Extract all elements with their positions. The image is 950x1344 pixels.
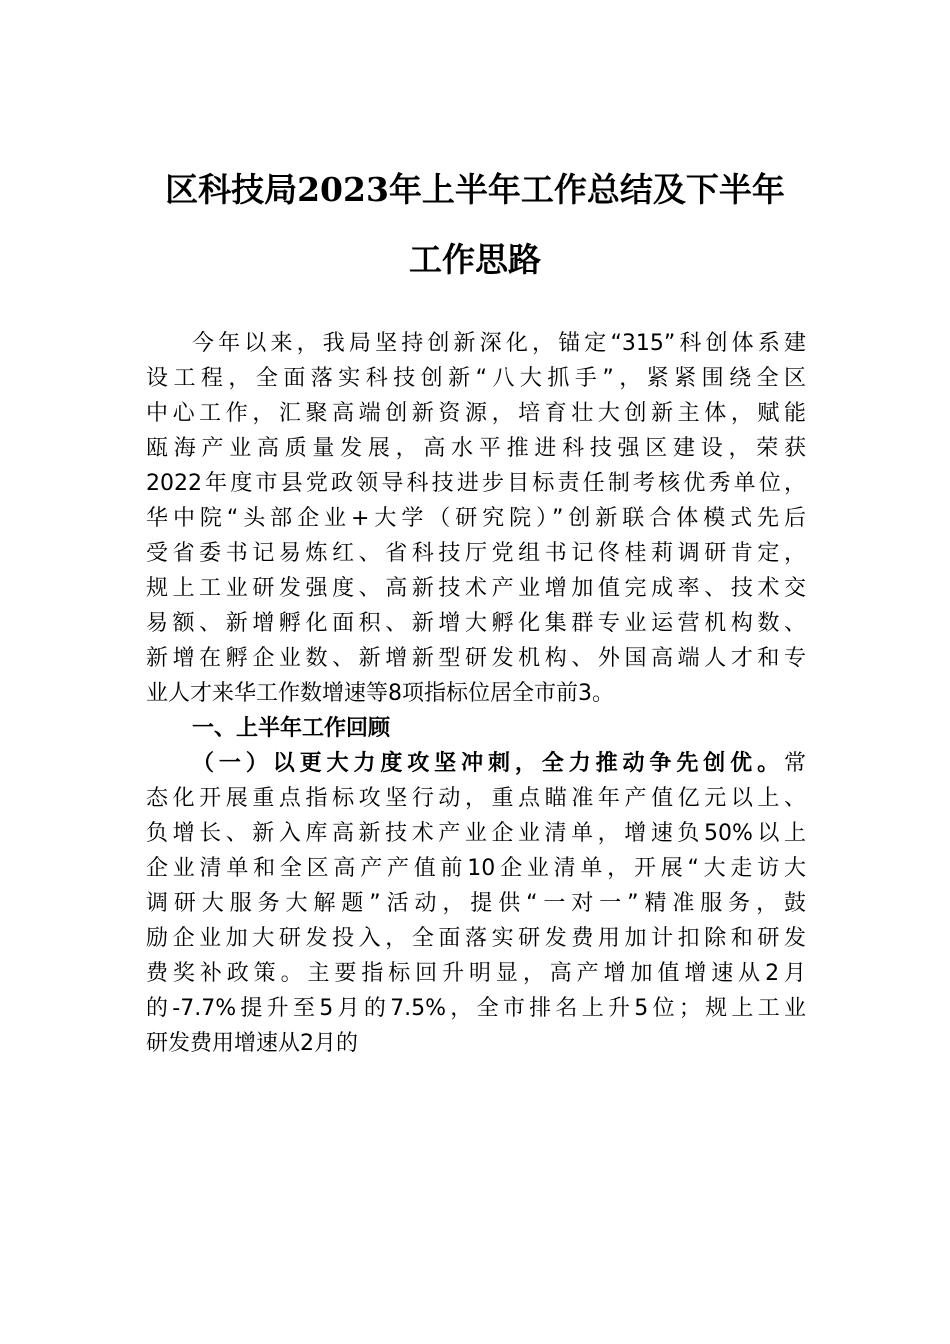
document-body	[146, 326, 806, 1061]
subsection-line: 态化开展重点指标攻坚行动，重点瞄准年产值亿元以上、	[146, 786, 806, 811]
section-heading: 一、上半年工作回顾	[192, 716, 391, 741]
subsection-line: 励企业加大研发投入，全面落实研发费用加计扣除和研发	[146, 926, 806, 951]
subsection-line: 研发费用增速从2月的	[146, 1031, 358, 1056]
subsection-line: 企业清单和全区高产产值前10企业清单，开展“大走访大	[146, 856, 806, 881]
subsection-line: 调研大服务大解题”活动，提供“一对一”精准服务，鼓	[146, 891, 806, 916]
intro-line: 易额、新增孵化面积、新增大孵化集群专业运营机构数、	[146, 611, 806, 636]
intro-line: 2022年度市县党政领导科技进步目标责任制考核优秀单位，	[146, 471, 806, 496]
intro-line: 新增在孵企业数、新增新型研发机构、外国高端人才和专	[146, 646, 806, 671]
subsection-line: 的-7.7%提升至5月的7.5%，全市排名上升5位；规上工业	[146, 996, 806, 1021]
intro-line: 中心工作，汇聚高端创新资源，培育壮大创新主体，赋能	[146, 401, 806, 426]
subsection-first-tail: 常	[783, 751, 806, 776]
subsection-line: 负增长、新入库高新技术产业企业清单，增速负50%以上	[146, 821, 806, 846]
intro-line: 华中院“头部企业+大学（研究院）”创新联合体模式先后	[146, 506, 806, 531]
subsection-title: （一）以更大力度攻坚冲刺，全力推动争先创优。	[192, 751, 784, 776]
subsection-line: 费奖补政策。主要指标回升明显，高产增加值增速从2月	[146, 961, 806, 986]
intro-line: 瓯海产业高质量发展，高水平推进科技强区建设，荣获	[146, 436, 806, 461]
intro-line: 设工程，全面落实科技创新“八大抓手”，紧紧围绕全区	[146, 366, 806, 391]
intro-line: 受省委书记易炼红、省科技厅党组书记佟桂莉调研肯定，	[146, 541, 806, 566]
subsection-first-line	[146, 746, 806, 781]
intro-line: 今年以来，我局坚持创新深化，锚定“315”科创体系建	[192, 331, 806, 356]
intro-line: 业人才来华工作数增速等8项指标位居全市前3。	[146, 681, 614, 706]
document-title-line-1: 区科技局2023年上半年工作总结及下半年	[165, 170, 785, 209]
intro-line: 规上工业研发强度、高新技术产业增加值完成率、技术交	[146, 576, 806, 601]
document-title-line-2: 工作思路	[409, 240, 541, 279]
